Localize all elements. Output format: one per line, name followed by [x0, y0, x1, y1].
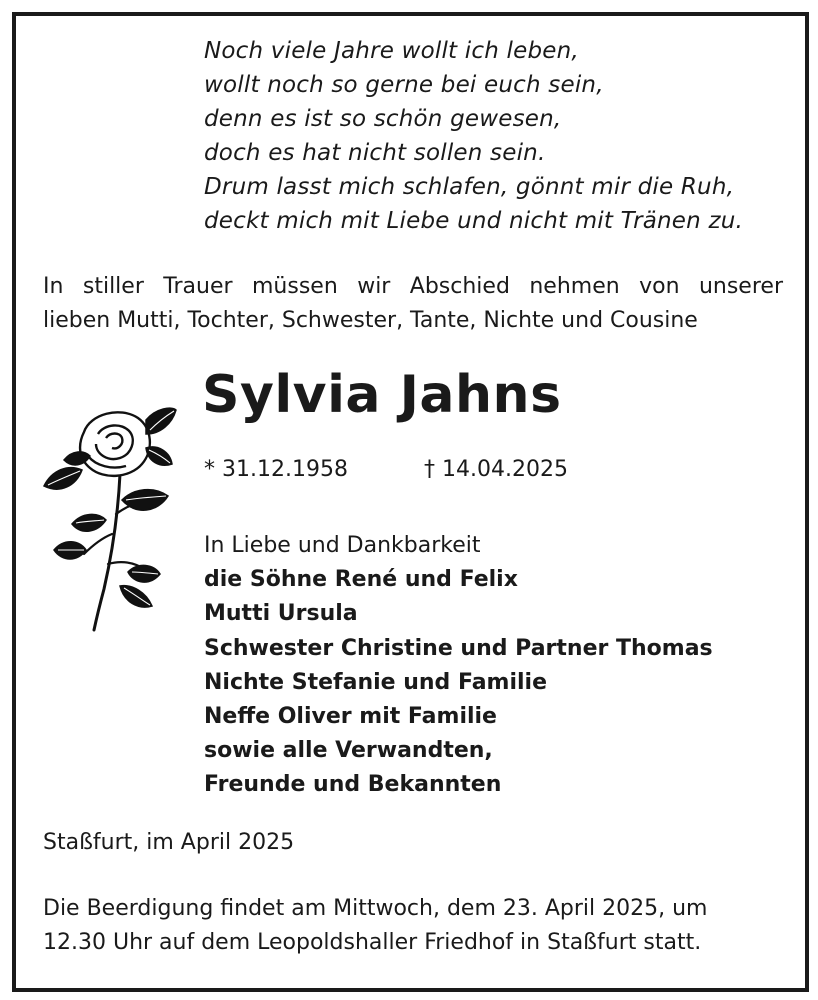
mourner-line: sowie alle Verwandten, — [204, 738, 493, 764]
poem-line: Noch viele Jahre wollt ich leben, — [204, 38, 579, 64]
life-dates — [204, 457, 568, 482]
mourner-line: Nichte Stefanie und Familie — [204, 669, 548, 695]
poem-line: wollt noch so gerne bei euch sein, — [204, 72, 604, 98]
poem — [204, 34, 743, 238]
rose-icon — [42, 404, 178, 634]
mourners-list — [204, 529, 713, 803]
deceased-name: Sylvia Jahns — [202, 365, 562, 425]
death-date: † 14.04.2025 — [424, 457, 568, 482]
place-date: Staßfurt, im April 2025 — [43, 830, 295, 855]
poem-line: denn es ist so schön gewesen, — [204, 106, 562, 132]
birth-date: * 31.12.1958 — [204, 457, 348, 482]
intro-line: lieben Mutti, Tochter, Schwester, Tante, Nichte und Cousine — [43, 308, 698, 333]
funeral-line: 12.30 Uhr auf dem Leopoldshaller Friedhof in Staßfurt statt. — [43, 930, 702, 955]
mourner-line: die Söhne René und Felix — [204, 567, 518, 593]
mourner-line: Schwester Christine und Partner Thomas — [204, 635, 713, 661]
mourning-intro — [43, 270, 783, 338]
mourner-line: Freunde und Bekannten — [204, 772, 502, 798]
mourner-line: Neffe Oliver mit Familie — [204, 704, 497, 730]
poem-line: Drum lasst mich schlafen, gönnt mir die Ruh, — [204, 174, 735, 200]
funeral-notice — [43, 892, 707, 960]
family-intro: In Liebe und Dankbarkeit — [204, 533, 481, 558]
poem-line: deckt mich mit Liebe und nicht mit Tränen zu. — [204, 208, 744, 234]
intro-line: In stiller Trauer müssen wir Abschied nehmen von unserer — [43, 274, 783, 299]
poem-line: doch es hat nicht sollen sein. — [204, 140, 546, 166]
funeral-line: Die Beerdigung findet am Mittwoch, dem 23. April 2025, um — [43, 896, 708, 921]
mourner-line: Mutti Ursula — [204, 601, 358, 627]
